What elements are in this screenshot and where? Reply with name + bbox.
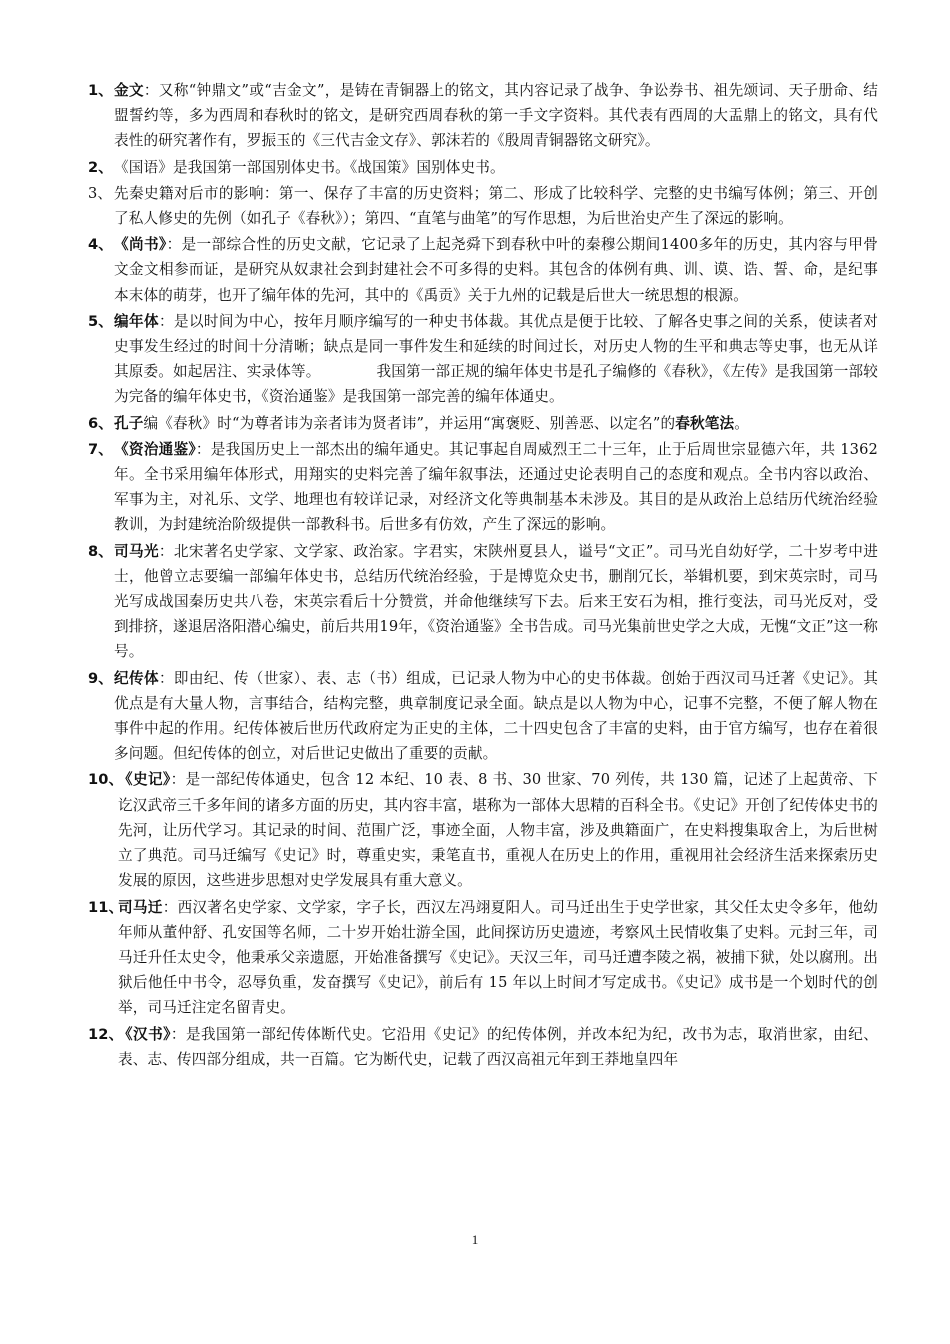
entry-text: ：西汉著名史学家、文学家，字子长，西汉左冯翊夏阳人。司马迁出生于史学世家，其父任太史令多年，他幼年师从董仲舒、孔安国等名师，二十岁开始壮游全国，此间探访历史遗迹，考察风土民情收集了史料。元封三年，司马迁升任太史令，他秉承父亲遗愿，开始准备撰写《史记》。天汉三年，司马迁遭李陵之祸，被捕下狱，处以腐刑。出狱后他任中书令，忍辱负重，发奋撰写《史记》，前后有 15 年以上时间才写定成书。《史记》成书是一个划时代的创举，司马迁注定名留青史。 (118, 898, 878, 1017)
entry-number: 9、 (88, 669, 114, 687)
entry-5 (88, 309, 878, 410)
entry-7 (88, 437, 878, 538)
entry-text: 编《春秋》时“为尊者讳为亲者讳为贤者讳”，并运用“寓褒贬、别善恶、以定名”的 (143, 414, 676, 432)
entry-number: 6、 (88, 414, 114, 432)
entry-term: 《史记》 (118, 771, 171, 789)
entry-9 (88, 666, 878, 767)
entry-term: 司马迁 (118, 898, 163, 916)
entry-number: 10、 (88, 771, 124, 789)
entry-term: 金文 (114, 82, 144, 99)
entry-6 (88, 411, 878, 436)
entry-text: ：北宋著名史学家、文学家、政治家。字君实，宋陕州夏县人，谥号“文正”。司马光自幼好学，二十岁考中进士，他曾立志要编一部编年体史书，总结历代统治经验，于是博览众史书，删削冗长，举辑机要，到宋英宗时，司马光写成战国秦历史共八卷，宋英宗看后十分赞赏，并命他继续写下去。后来王安石为相，推行变法，司马光反对，受到排挤，遂退居洛阳潜心编史，前后共用19年，《资治通鉴》全书告成。司马光集前世史学之大成，无愧“文正”这一称号。 (114, 542, 879, 661)
entry-text: ：是一部综合性的历史文献，它记录了上起尧舜下到春秋中叶的秦穆公期间1400多年的历史，其内容与甲骨文金文相参而证，是研究从奴隶社会到封建社会不可多得的史料。其包含的体例有典、训、谟、诰、誓、命，是纪事本末体的萌芽，也开了编年体的先河，其中的《禹贡》关于九州的记载是后世大一统思想的根源。 (114, 236, 878, 304)
entry-text: ：是我国历史上一部杰出的编年通史。其记事起自周威烈王二十三年，止于后周世宗显德六年，共 1362 年。全书采用编年体形式，用翔实的史料完善了编年叙事法，还通过史论表明自己的态度和观点。全书内容以政治、军事为主，对礼乐、文学、地理也有较详记录，对经济文化等典制基本未涉及。其目的是从政治上总结历代统治经验教训，为封建统治阶级提供一部教科书。后世多有仿效，产生了深远的影响。 (114, 440, 878, 534)
entry-11 (88, 895, 878, 1021)
entry-2 (88, 155, 878, 180)
page-number: 1 (471, 1232, 479, 1247)
entry-text: ：是一部纪传体通史，包含 12 本纪、10 表、8 书、30 世家、70 列传，共 130 篇，记述了上起黄帝、下讫汉武帝三千多年间的诸多方面的历史，其内容丰富，堪称为一部体大思精的百科全书。《史记》开创了纪传体史书的先河，让历代学习。其记录的时间、范围广泛，事迹全面，人物丰富，涉及典籍面广，在史料搜集取舍上，为后世树立了典范。司马迁编写《史记》时，尊重史实，秉笔直书，重视人在历史上的作用，重视用社会经济生活来探索历史发展的原因，这些进步思想对史学发展具有重大意义。 (118, 771, 878, 890)
entry-number: 12、 (88, 1025, 124, 1043)
entry-term: 司马光 (114, 542, 159, 560)
entry-text: ：是以时间为中心，按年月顺序编写的一种史书体裁。其优点是便于比较、了解各史事之间的关系，使读者对史事发生经过的时间十分清晰；缺点是同一事件发生和延续的时间过长，对历史人物的生平和典志等史事，也无从详其原委。如起居注、实录体等。 (114, 312, 878, 381)
entry-number: 8、 (88, 542, 114, 560)
entry-number: 2、 (88, 158, 114, 176)
entry-12 (88, 1022, 878, 1072)
entry-number: 7、 (88, 440, 114, 458)
entry-text-end: 。 (734, 414, 749, 432)
entry-number: 11、 (88, 898, 124, 916)
entry-text-continued: 我国第一部正规的编年体史书是孔子编修的《春秋》，《左传》是我国第一部较为完备的编年体史书，《资治通鉴》是我国第一部完善的编年体通史。 (114, 363, 879, 406)
entry-text: ：即由纪、传（世家）、表、志（书）组成，已记录人物为中心的史书体裁。创始于西汉司马迁著《史记》。其优点是有大量人物，言事结合，结构完整，典章制度记录全面。缺点是以人物为中心，记事不完整，不便了解人物在事件中起的作用。纪传体被后世历代政府定为正史的主体，二十四史包含了丰富的史料，由于官方编写，也存在着很多问题。但纪传体的创立，对后世记史做出了重要的贡献。 (114, 669, 878, 763)
entry-text: ：又称“钟鼎文”或“吉金文”，是铸在青铜器上的铭文，其内容记录了战争、争讼券书、祖先颂词、天子册命、结盟誓约等，多为西周和春秋时的铭文，是研究西周春秋的第一手文字资料。其代表有西周的大盂鼎上的铭文，具有代表性的研究著作有，罗振玉的《三代吉金文存》、郭沫若的《殷周青铜器铭文研究》。 (114, 82, 878, 150)
entry-10 (88, 767, 878, 893)
entry-term: 《资治通鉴》 (114, 440, 196, 458)
entry-list (88, 78, 878, 1073)
entry-term: 编年体 (114, 312, 159, 330)
entry-8 (88, 539, 878, 665)
entry-term: 孔子 (114, 414, 144, 432)
entry-4 (88, 232, 878, 308)
entry-term: 《汉书》 (118, 1025, 171, 1043)
entry-number: 1、 (88, 82, 114, 99)
entry-term-highlight: 春秋笔法 (675, 414, 735, 432)
entry-term: 《尚书》 (114, 236, 167, 254)
entry-text: ：是我国第一部纪传体断代史。它沿用《史记》的纪传体例，并改本纪为纪，改书为志，取消世家，由纪、表、志、传四部分组成，共一百篇。它为断代史，记载了西汉高祖元年到王莽地皇四年 (118, 1025, 878, 1068)
entry-number: 5、 (88, 312, 114, 330)
entry-3 (88, 181, 878, 231)
entry-1 (88, 78, 878, 154)
entry-term: 纪传体 (114, 669, 159, 687)
entry-number: 4、 (88, 236, 114, 254)
entry-text: 先秦史籍对后市的影响：第一、保存了丰富的历史资料；第二、形成了比较科学、完整的史书编写体例；第三、开创了私人修史的先例（如孔子《春秋》）；第四、“直笔与曲笔”的写作思想，为后世治史产生了深远的影响。 (114, 184, 878, 228)
entry-text: 《国语》是我国第一部国别体史书。《战国策》国别体史书。 (114, 158, 505, 176)
entry-number: 3、 (88, 184, 113, 202)
